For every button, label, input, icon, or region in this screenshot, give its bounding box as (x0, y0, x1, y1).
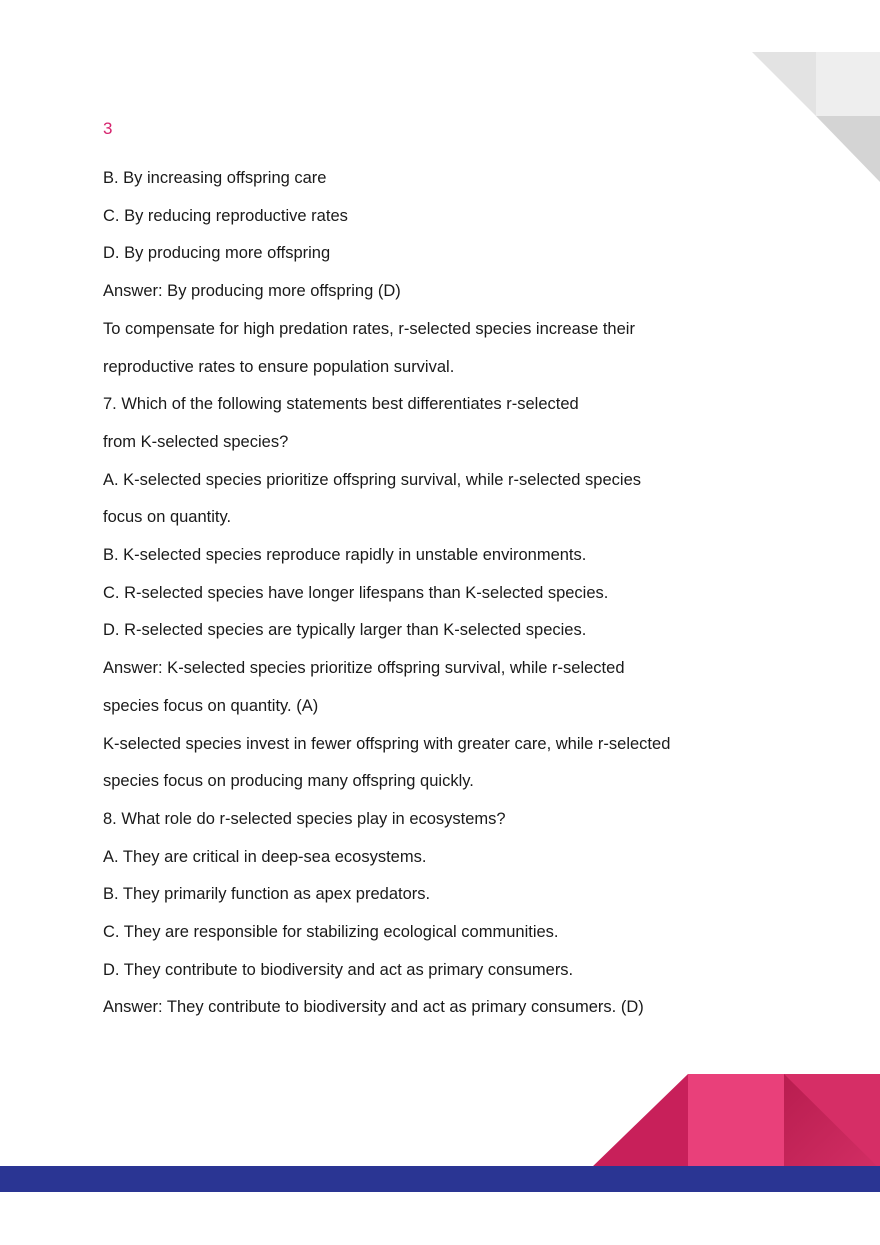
question-line: from K-selected species? (103, 432, 289, 451)
text-line: D. By producing more offspring (103, 244, 331, 263)
text-line: C. They are responsible for stabilizing ecological communities. (103, 923, 559, 942)
text-line: To compensate for high predation rates, r-selected species increase their (103, 319, 635, 338)
answer-line: Answer: K-selected species prioritize offspring survival, while r-selected (103, 659, 625, 678)
document-body (103, 160, 743, 1027)
text-line: B. K-selected species reproduce rapidly in unstable environments. (103, 546, 587, 565)
text-line: B. By increasing offspring care (103, 169, 327, 187)
text-line: focus on quantity. (103, 508, 232, 527)
text-line: D. R-selected species are typically larger than K-selected species. (103, 621, 587, 640)
corner-decoration-bottom (590, 1074, 880, 1169)
page-number: 3 (103, 119, 113, 138)
answer-line: Answer: They contribute to biodiversity and act as primary consumers. (D) (103, 998, 644, 1017)
text-line: species focus on producing many offspring quickly. (103, 772, 474, 791)
text-line: A. K-selected species prioritize offspring survival, while r-selected species (103, 470, 642, 489)
answer-line: species focus on quantity. (A) (103, 696, 319, 715)
deco-triangle-pink-dark (590, 1074, 688, 1169)
deco-square-gray (816, 52, 880, 116)
question-line: 8. What role do r-selected species play in ecosystems? (103, 809, 506, 828)
text-line: D. They contribute to biodiversity and act as primary consumers. (103, 960, 574, 979)
corner-decoration-top (752, 52, 880, 182)
text-line: A. They are critical in deep-sea ecosystems. (103, 847, 427, 866)
text-line: B. They primarily function as apex predators. (103, 885, 431, 904)
deco-triangle-gray-mid (816, 116, 880, 182)
text-line: reproductive rates to ensure population survival. (103, 357, 455, 376)
text-line: C. By reducing reproductive rates (103, 206, 348, 225)
footer-bar (0, 1166, 880, 1192)
answer-line: Answer: By producing more offspring (D) (103, 282, 401, 301)
text-line: K-selected species invest in fewer offspring with greater care, while r-selected (103, 734, 671, 753)
text-line: C. R-selected species have longer lifespans than K-selected species. (103, 583, 609, 602)
deco-square-pink (688, 1074, 784, 1169)
question-line: 7. Which of the following statements best differentiates r-selected (103, 395, 579, 414)
